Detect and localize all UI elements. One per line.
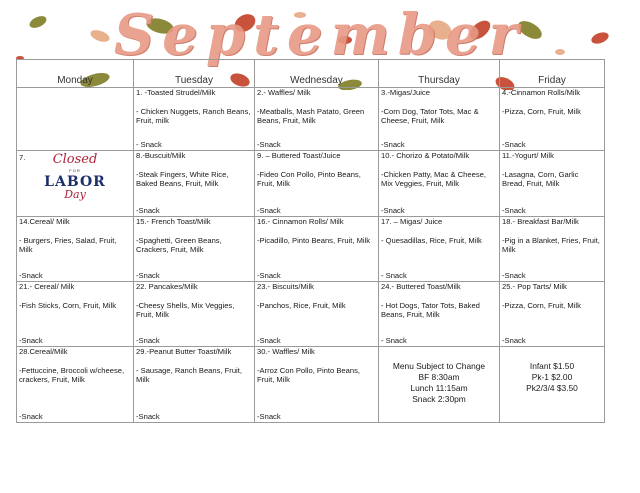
breakfast-item: 9. – Buttered Toast/Juice <box>257 151 341 160</box>
weekday-header: Friday <box>500 60 605 88</box>
lunch-item: -Arroz Con Pollo, Pinto Beans, Fruit, Milk <box>257 365 360 385</box>
day-cell <box>134 151 255 217</box>
lunch-item: -Lasagna, Corn, Garlic Bread, Fruit, Milk <box>502 169 579 189</box>
closed-badge-text: Day <box>64 187 86 201</box>
week-row <box>17 88 605 151</box>
lunch-menu-calendar <box>16 59 605 423</box>
day-cell <box>255 88 379 151</box>
day-cell <box>379 217 500 282</box>
breakfast-item: 16.- Cinnamon Rolls/ Milk <box>257 217 344 226</box>
breakfast-item: 15.- French Toast/Milk <box>136 217 211 226</box>
snack-item: -Snack <box>502 336 526 346</box>
day-cell <box>17 151 134 217</box>
snack-item: -Snack <box>257 336 281 346</box>
breakfast-item: 23.- Biscuits/Milk <box>257 282 314 291</box>
lunch-item: -Pizza, Corn, Fruit, Milk <box>502 300 581 310</box>
weekday-header: Thursday <box>379 60 500 88</box>
breakfast-item: 29.-Peanut Butter Toast/Milk <box>136 347 232 356</box>
lunch-item: -Steak Fingers, White Rice, Baked Beans, Fruit, Milk <box>136 169 229 189</box>
breakfast-item: 25.- Pop Tarts/ Milk <box>502 282 567 291</box>
breakfast-item: 21.- Cereal/ Milk <box>19 282 75 291</box>
info-block <box>502 347 602 394</box>
info-line: Pk2/3/4 $3.50 <box>526 383 578 393</box>
lunch-item: -Fish Sticks, Corn, Fruit, Milk <box>19 300 117 310</box>
week-row <box>17 347 605 423</box>
breakfast-item: 1. -Toasted Strudel/Milk <box>136 88 216 97</box>
snack-item: -Snack <box>19 271 43 281</box>
lunch-item: -Fideo Con Pollo, Pinto Beans, Fruit, Milk <box>257 169 361 189</box>
breakfast-item: 17. – Migas/ Juice <box>381 217 443 226</box>
info-line: Pk-1 $2.00 <box>531 372 573 382</box>
snack-item: - Snack <box>381 271 407 281</box>
day-cell <box>500 217 605 282</box>
day-cell <box>379 282 500 347</box>
info-line: Snack 2:30pm <box>412 394 466 404</box>
breakfast-item: 30.- Waffles/ Milk <box>257 347 315 356</box>
lunch-item: -Cheesy Shells, Mix Veggies, Fruit, Milk <box>136 300 235 320</box>
snack-item: - Snack <box>381 336 407 346</box>
snack-item: -Snack <box>257 140 281 150</box>
day-number: 7. <box>19 153 26 162</box>
lunch-item: - Quesadillas, Rice, Fruit, Milk <box>381 235 482 245</box>
lunch-item: -Spaghetti, Green Beans, Crackers, Fruit, Milk <box>136 235 222 255</box>
snack-item: -Snack <box>502 140 526 150</box>
lunch-item: -Panchos, Rice, Fruit, Milk <box>257 300 346 310</box>
day-cell <box>500 347 605 423</box>
closed-labor-day-badge <box>35 153 115 201</box>
day-cell <box>379 347 500 423</box>
snack-item: -Snack <box>19 412 43 422</box>
lunch-item: -Fettuccine, Broccoli w/cheese, crackers, Fruit, Milk <box>19 365 125 385</box>
breakfast-item: 8.-Buscuit/Milk <box>136 151 186 160</box>
snack-item: -Snack <box>502 206 526 216</box>
breakfast-item: 18.- Breakfast Bar/Milk <box>502 217 579 226</box>
snack-item: - Snack <box>136 140 162 150</box>
breakfast-item: 10.- Chorizo & Potato/Milk <box>381 151 470 160</box>
breakfast-item: 3.-Migas/Juice <box>381 88 430 97</box>
lunch-item: - Hot Dogs, Tator Tots, Baked Beans, Fruit, Milk <box>381 300 480 320</box>
closed-badge-text: Closed <box>52 152 98 167</box>
day-cell <box>500 151 605 217</box>
day-cell <box>500 282 605 347</box>
day-cell <box>255 282 379 347</box>
day-cell <box>134 88 255 151</box>
info-line: Infant $1.50 <box>529 361 575 371</box>
lunch-item: -Chicken Patty, Mac & Cheese, Mix Veggies, Fruit, Milk <box>381 169 486 189</box>
breakfast-item: 24.- Buttered Toast/Milk <box>381 282 461 291</box>
info-line: Lunch 11:15am <box>410 383 468 393</box>
lunch-item: - Sausage, Ranch Beans, Fruit, Milk <box>136 365 242 385</box>
weekday-header: Monday <box>17 60 134 88</box>
week-row <box>17 151 605 217</box>
info-line: BF 8:30am <box>418 372 460 382</box>
snack-item: -Snack <box>19 336 43 346</box>
weekday-header-row <box>17 60 605 88</box>
month-title: September <box>113 2 527 68</box>
day-cell <box>134 347 255 423</box>
snack-item: -Snack <box>502 271 526 281</box>
breakfast-item: 11.-Yogurt/ Milk <box>502 151 554 160</box>
snack-item: -Snack <box>257 271 281 281</box>
closed-badge-text: FOR <box>69 168 81 173</box>
lunch-item: -Corn Dog, Tator Tots, Mac & Cheese, Fruit, Milk <box>381 106 479 126</box>
breakfast-item: 14.Cereal/ Milk <box>19 217 70 226</box>
day-cell <box>17 347 134 423</box>
day-cell <box>17 217 134 282</box>
day-cell <box>134 282 255 347</box>
lunch-item: -Meatballs, Mash Patato, Green Beans, Fruit, Milk <box>257 106 365 126</box>
lunch-item: -Picadillo, Pinto Beans, Fruit, Milk <box>257 235 371 245</box>
week-row <box>17 217 605 282</box>
snack-item: -Snack <box>136 336 160 346</box>
day-cell <box>255 347 379 423</box>
snack-item: -Snack <box>136 206 160 216</box>
day-cell <box>500 88 605 151</box>
info-line: Menu Subject to Change <box>392 361 486 371</box>
breakfast-item: 4.-Cinnamon Rolls/Milk <box>502 88 581 97</box>
breakfast-item: 2.- Waffles/ Milk <box>257 88 311 97</box>
day-cell <box>255 151 379 217</box>
snack-item: -Snack <box>136 412 160 422</box>
day-cell <box>255 217 379 282</box>
snack-item: -Snack <box>136 271 160 281</box>
info-block <box>381 347 497 405</box>
week-row <box>17 282 605 347</box>
snack-item: -Snack <box>257 206 281 216</box>
weekday-header: Tuesday <box>134 60 255 88</box>
day-cell <box>17 88 134 151</box>
lunch-item: -Pig in a Blanket, Fries, Fruit, Milk <box>502 235 600 255</box>
lunch-item: - Burgers, Fries, Salad, Fruit, Milk <box>19 235 117 255</box>
day-cell <box>379 151 500 217</box>
breakfast-item: 22. Pancakes/Milk <box>136 282 198 291</box>
snack-item: -Snack <box>257 412 281 422</box>
lunch-item: - Chicken Nuggets, Ranch Beans, Fruit, milk <box>136 106 251 126</box>
snack-item: -Snack <box>381 140 405 150</box>
weekday-header: Wednesday <box>255 60 379 88</box>
breakfast-item: 28.Cereal/Milk <box>19 347 68 356</box>
snack-item: -Snack <box>381 206 405 216</box>
day-cell <box>379 88 500 151</box>
day-cell <box>17 282 134 347</box>
closed-badge-text: LABOR <box>44 173 106 190</box>
lunch-item: -Pizza, Corn, Fruit, Milk <box>502 106 581 116</box>
day-cell <box>134 217 255 282</box>
